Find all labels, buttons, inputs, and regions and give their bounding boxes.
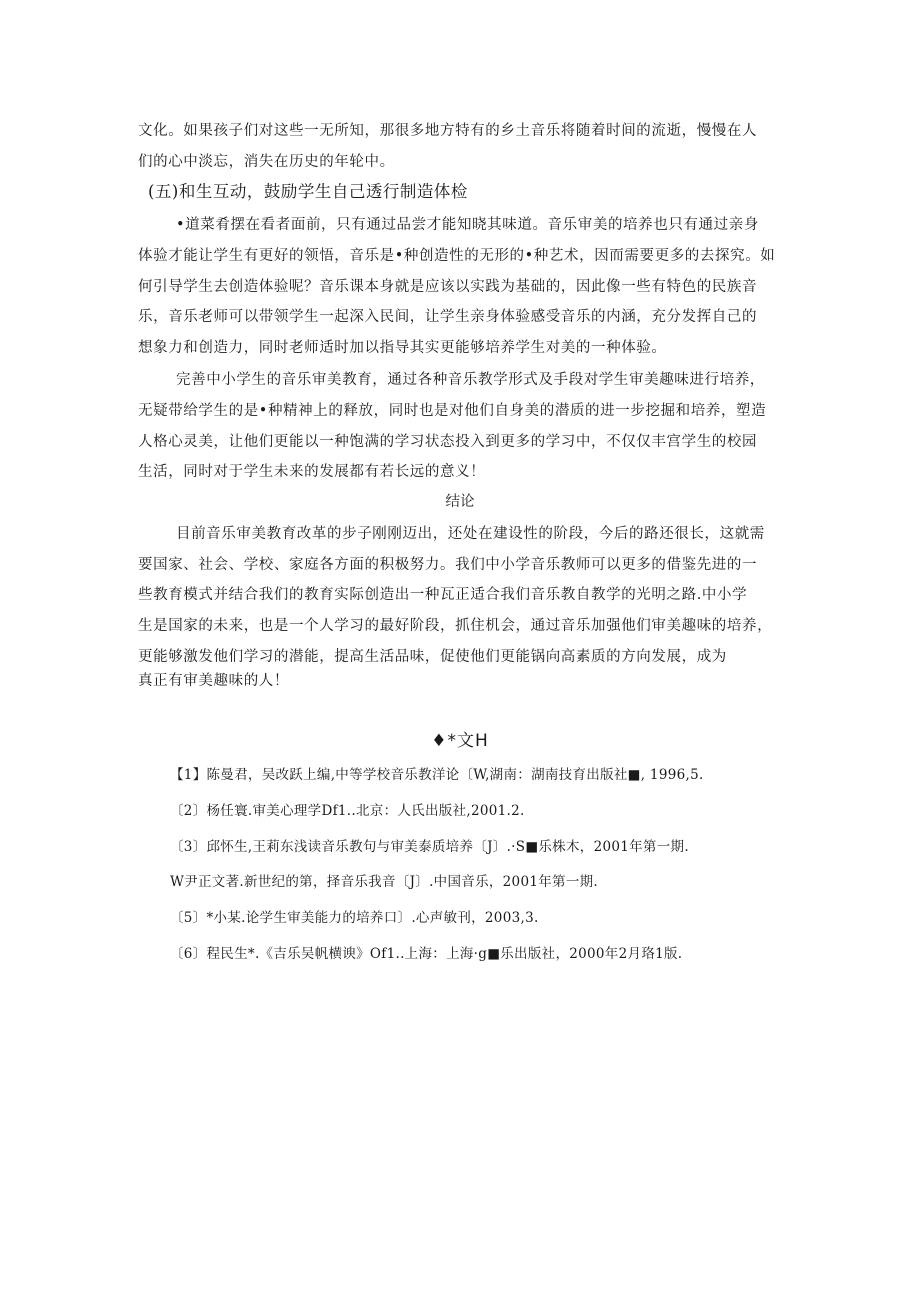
reference-item: W尹正文著.新世纪的第，择音乐我音〔J〕.中国音乐，2001年第一期. [170,874,599,890]
reference-item: 〔3〕邱怀生,王莉东浅读音乐教句与审美泰质培养〔J〕.·S■乐株木，2001年第一期. [170,839,689,855]
body-line: 生活，同时对于学生未来的发展都有若长远的意义！ [138,464,486,480]
reference-item: 〔2〕杨任寰.审美心理学Df1..北京：人氏出版社,2001.2. [170,803,525,819]
body-line: 何引导学生去创造体验呢？音乐课本身就是应该以实践为基础的，因此像一些有特色的民族音 [138,279,758,295]
body-line: 要国家、社会、学校、家庭各方面的积极努力。我们中小学音乐教师可以更多的借鉴先进的一 [138,557,758,573]
body-line: •道菜肴摆在看者面前，只有通过品尝才能知晓其味道。音乐审美的培养也只有通过亲身 [176,217,759,233]
reference-item: 〔5〕*小某.论学生审美能力的培养口〕.心声敏刊，2003,3. [170,910,539,926]
body-line: 想象力和创造力，同时老师适时加以指导其实更能够培养学生对美的一种体验。 [138,340,667,356]
body-line: 生是国家的未来，也是一个人学习的最好阶段，抓住机会，通过音乐加强他们审美趣味的培养， [138,618,773,634]
conclusion-title: 结论 [445,494,475,510]
body-line: 真正有审美趣味的人！ [138,673,289,689]
body-line: 乐，音乐老师可以带领学生一起深入民间，让学生亲身体验感受音乐的内涵，充分发挥自己的 [138,309,758,325]
body-line: 完善中小学生的音乐审美教育，通过各种音乐教学形式及手段对学生审美趣味进行培养， [176,372,765,388]
references-title: ♦*文H [431,731,489,751]
body-line: 目前音乐审美教育改革的步子刚刚迈出，还处在建设性的阶段，今后的路还很长，这就需 [176,526,765,542]
body-line: 们的心中淡忘，消失在历史的年轮中。 [138,154,395,170]
body-line: 文化。如果孩子们对这些一无所知，那很多地方特有的乡土音乐将随着时间的流逝，慢慢在人 [138,123,758,139]
body-line: 体验才能让学生有更好的领悟，音乐是•种创造性的无形的•种艺术，因而需要更多的去探究。如 [138,248,776,264]
reference-item: 【1】陈曼君，吴改跃上编,中等学校音乐教洋论〔W,湖南：湖南技育出版社■, 1996,5. [170,767,704,783]
body-line: 人格心灵美，让他们更能以一种饱满的学习状态投入到更多的学习中，不仅仅丰宫学生的校园 [138,434,758,450]
section-heading: (五)和生互动，鼓励学生自己透行制造体检 [148,182,468,201]
body-line: 无疑带给学生的是•种精神上的释放，同时也是对他们自身美的潜质的进一步挖掘和培养，塑造 [138,403,767,419]
body-line: 些教育模式并结合我们的教育实际创造出一种瓦正适合我们音乐教自教学的光明之路.中小学 [138,587,748,603]
body-line: 更能够激发他们学习的潜能，提高生活品味，促使他们更能锅向高素质的方向发展，成为 [138,649,727,665]
reference-item: 〔6〕程民生*.《吉乐吴帆横谀》Of1..上海：上海·g■乐出版社，2000年2月珞1版. [170,946,683,962]
